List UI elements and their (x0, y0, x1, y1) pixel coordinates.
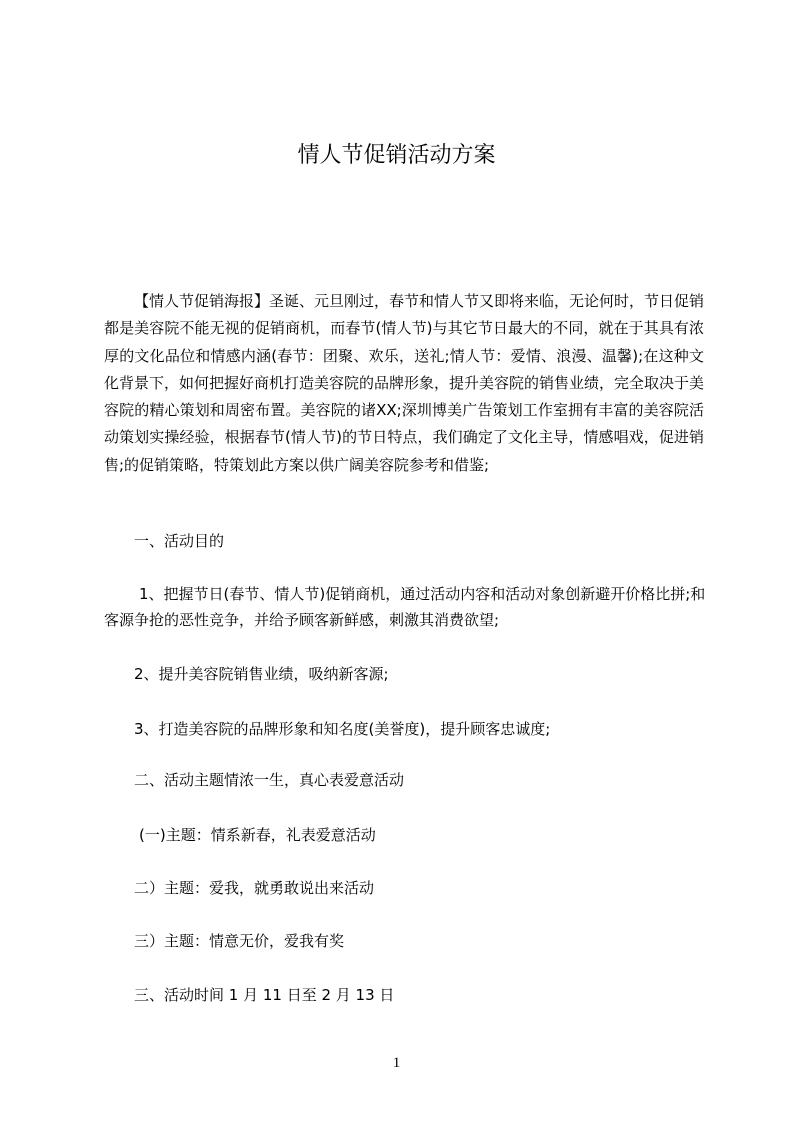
document-title: 情人节促销活动方案 (297, 143, 496, 168)
purpose-item-1: 1、把握节日(春节、情人节)促销商机，通过活动内容和活动对象创新避开价格比拼;和客源争抢的恶性竞争，并给予顾客新鲜感，刺激其消费欲望; (104, 585, 706, 629)
theme-item-3: 三）主题：情意无价，爱我有奖 (134, 932, 345, 950)
purpose-item-2: 2、提升美容院销售业绩，吸纳新客源; (134, 665, 389, 683)
purpose-item-3: 3、打造美容院的品牌形象和知名度(美誉度)，提升顾客忠诚度; (134, 720, 551, 738)
section-heading-theme: 二、活动主题情浓一生，真心表爱意活动 (134, 771, 405, 789)
page-number: 1 (392, 1055, 401, 1071)
intro-paragraph: 【情人节促销海报】圣诞、元旦刚过，春节和情人节又即将来临，无论何时，节日促销都是美容院不能无视的促销商机，而春节(情人节)与其它节日最大的不同，就在于其具有浓厚的文化品位和情感内涵(春节：团聚、欢乐，送礼;情人节：爱情、浪漫、温馨);在这种文化背景下，如何把握好商机打造美容院的品牌形象，提升美容院的销售业绩，完全取决于美容院的精心策划和周密布置。美容院的诸XX;深圳博美广告策划工作室拥有丰富的美容院活动策划实操经验，根据春节(情人节)的节日特点，我们确定了文化主导，情感唱戏，促进销售;的促销策略，特策划此方案以供广阔美容院参考和借鉴; (104, 292, 705, 474)
section-heading-purpose: 一、活动目的 (134, 532, 225, 550)
theme-item-1: (一)主题：情系新春，礼表爱意活动 (139, 826, 376, 844)
section-heading-time: 三、活动时间 1 月 11 日至 2 月 13 日 (134, 986, 395, 1004)
theme-item-2: 二）主题：爱我，就勇敢说出来活动 (134, 879, 375, 897)
